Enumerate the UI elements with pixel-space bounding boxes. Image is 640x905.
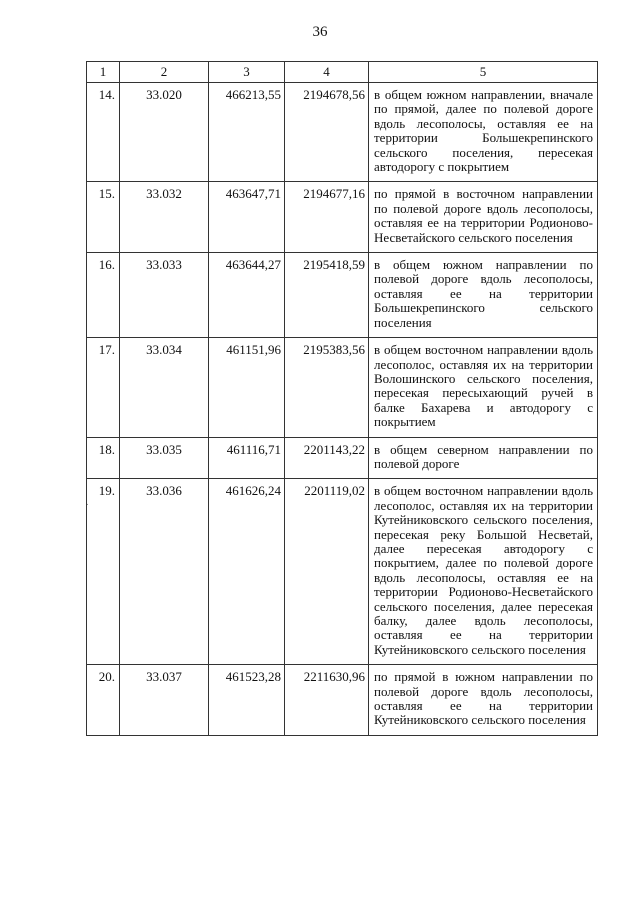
coordinate-x: 461626,24 [209, 479, 285, 665]
coordinate-x: 463644,27 [209, 253, 285, 338]
header-col-5: 5 [369, 62, 598, 83]
row-number: 15. [87, 182, 120, 253]
coordinate-y: 2194677,16 [285, 182, 369, 253]
coordinate-y: 2201119,02 [285, 479, 369, 665]
boundary-description: в общем восточном направлении вдоль лесополос, оставляя их на территории Волошинского сельского поселения, пересекая пересыхающий ручей в балке Бахарева и автодорогу с покрытием [369, 338, 598, 437]
table-header-row [87, 62, 598, 83]
coordinate-y: 2201143,22 [285, 437, 369, 479]
coordinate-x: 463647,71 [209, 182, 285, 253]
point-id: 33.037 [120, 665, 209, 736]
coordinate-y: 2195383,56 [285, 338, 369, 437]
coordinate-x: 461151,96 [209, 338, 285, 437]
point-id: 33.032 [120, 182, 209, 253]
boundary-description: по прямой в восточном направлении по полевой дороге вдоль лесополосы, оставляя ее на территории Родионово-Несветайского сельского поселения [369, 182, 598, 253]
table-row [87, 479, 598, 665]
coordinate-x: 461523,28 [209, 665, 285, 736]
point-id: 33.035 [120, 437, 209, 479]
row-number: 17. [87, 338, 120, 437]
table-row [87, 83, 598, 182]
row-number: 18. [87, 437, 120, 479]
header-col-2: 2 [120, 62, 209, 83]
coordinate-y: 2194678,56 [285, 83, 369, 182]
boundary-description: по прямой в южном направлении по полевой дороге вдоль лесополосы, оставляя ее на территории Кутейниковского сельского поселения [369, 665, 598, 736]
boundary-description: в общем северном направлении по полевой дороге [369, 437, 598, 479]
table-row [87, 665, 598, 736]
table-row [87, 182, 598, 253]
row-number: 16. [87, 253, 120, 338]
point-id: 33.033 [120, 253, 209, 338]
boundary-description: в общем южном направлении, вначале по прямой, далее по полевой дороге вдоль лесополосы, оставляя ее на территории Большекрепинского сельского поселения, пересекая автодорогу с покрытием [369, 83, 598, 182]
point-id: 33.034 [120, 338, 209, 437]
point-id: 33.036 [120, 479, 209, 665]
header-col-3: 3 [209, 62, 285, 83]
boundary-points-table [86, 61, 598, 736]
header-col-1: 1 [87, 62, 120, 83]
point-id: 33.020 [120, 83, 209, 182]
coordinate-y: 2211630,96 [285, 665, 369, 736]
coordinate-y: 2195418,59 [285, 253, 369, 338]
table-row [87, 338, 598, 437]
boundary-description: в общем южном направлении по полевой дороге вдоль лесополосы, оставляя ее на территории Большекрепинского сельского поселения [369, 253, 598, 338]
header-col-4: 4 [285, 62, 369, 83]
boundary-description: в общем восточном направлении вдоль лесополос, оставляя их на территории Кутейниковского сельского поселения, пересекая реку Большой Несветай, далее пересекая автодорогу с покрытием, далее по полевой дороге вдоль лесополосы, оставляя ее на территории Родионово-Несветайского сельского поселения, далее пересекая балку, далее вдоль лесополосы, оставляя ее на территории Кутейниковского сельского поселения [369, 479, 598, 665]
table-row [87, 437, 598, 479]
margin-mark: . [86, 497, 89, 507]
coordinate-x: 466213,55 [209, 83, 285, 182]
coordinate-x: 461116,71 [209, 437, 285, 479]
page-number: 36 [312, 24, 328, 40]
row-number: 19. [87, 479, 120, 665]
row-number: 20. [87, 665, 120, 736]
table-row [87, 253, 598, 338]
row-number: 14. [87, 83, 120, 182]
